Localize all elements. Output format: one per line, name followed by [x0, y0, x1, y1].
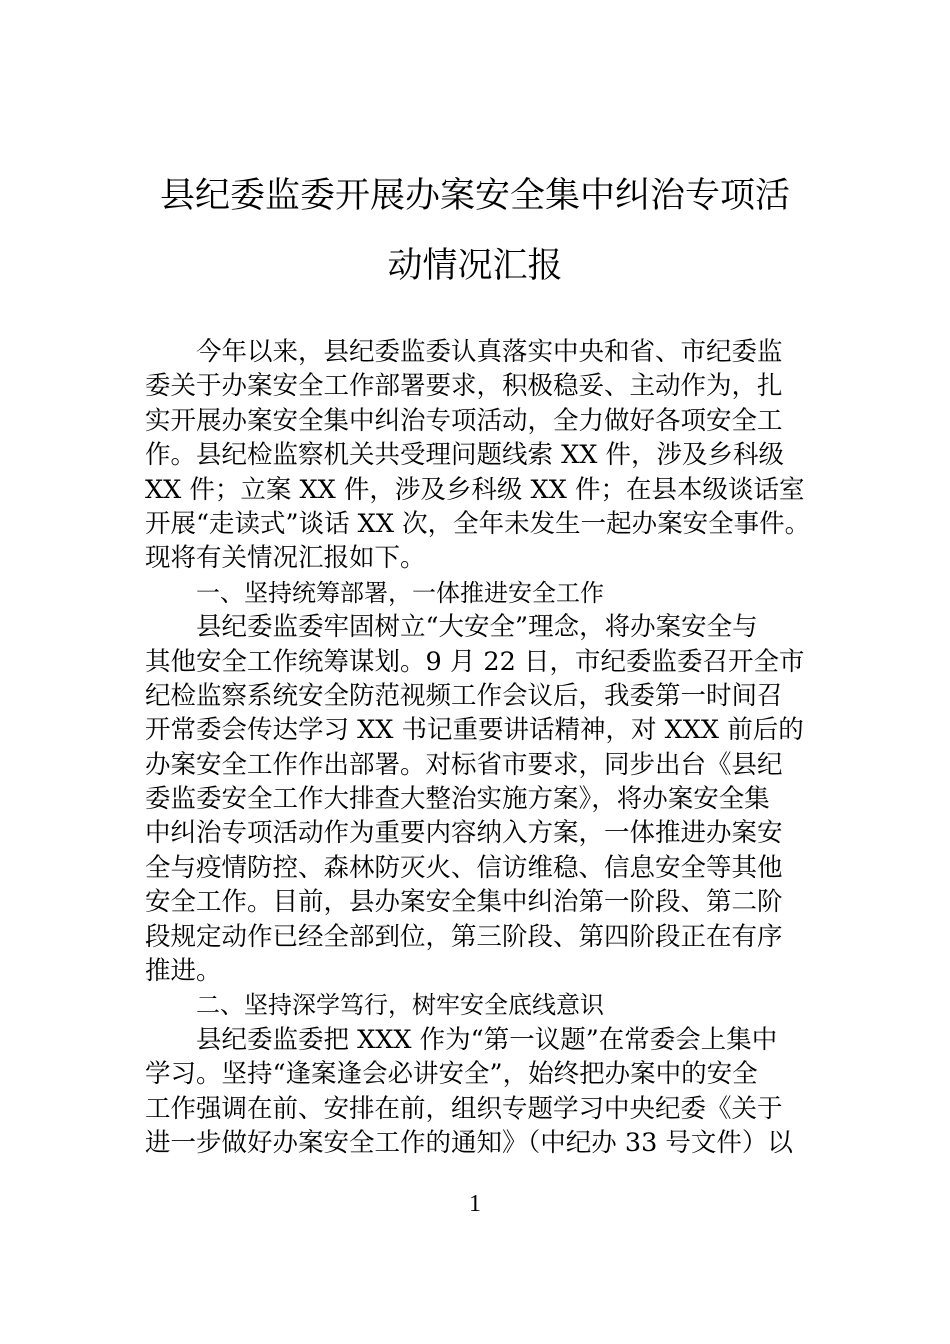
body-line: 全与疫情防控、森林防灭火、信访维稳、信息安全等其他: [145, 852, 783, 883]
body-line: 委监委安全工作大排查大整治实施方案》，将办案安全集: [145, 784, 770, 815]
body-line: 段规定动作已经全部到位，第三阶段、第四阶段正在有序: [145, 921, 783, 952]
body-line: 县纪委监委把 XXX 作为“第一议题”在常委会上集中: [196, 1024, 778, 1055]
document-title-line-1: 县纪委监委开展办案安全集中纠治专项活: [159, 176, 790, 216]
body-line: 今年以来，县纪委监委认真落实中央和省、市纪委监: [196, 337, 783, 367]
body-line: 工作强调在前、安排在前，组织专题学习中央纪委《关于: [145, 1093, 783, 1124]
section-heading-1: 一、坚持统筹部署，一体推进安全工作: [196, 578, 604, 607]
body-line: 学习。坚持“逢案逢会必讲安全”，始终把办案中的安全: [145, 1059, 758, 1090]
body-line: 进一步做好办案安全工作的通知》（中纪办 33 号文件）以: [145, 1127, 793, 1158]
document-body: [145, 335, 815, 1160]
body-line: 开展“走读式”谈话 XX 次，全年未发生一起办案安全事件。: [145, 508, 811, 539]
body-line: 其他安全工作统筹谋划。9 月 22 日，市纪委监委召开全市: [145, 646, 805, 677]
body-line: 县纪委监委牢固树立“大安全”理念，将办案安全与: [196, 612, 758, 643]
body-line: XX 件；立案 XX 件，涉及乡科级 XX 件；在县本级谈话室: [145, 474, 805, 505]
document-title-line-2: 动情况汇报: [387, 246, 563, 286]
body-line: 纪检监察系统安全防范视频工作会议后，我委第一时间召: [145, 680, 783, 711]
body-line: 作。县纪检监察机关共受理问题线索 XX 件，涉及乡科级: [145, 440, 785, 471]
section-heading-2: 二、坚持深学笃行，树牢安全底线意识: [196, 991, 604, 1020]
body-line: 现将有关情况汇报如下。: [145, 543, 426, 574]
page-number: 1: [469, 1191, 481, 1217]
body-line: 开常委会传达学习 XX 书记重要讲话精神，对 XXX 前后的: [145, 715, 804, 746]
body-line: 推进。: [145, 956, 222, 987]
body-line: 办案安全工作作出部署。对标省市要求，同步出台《县纪: [145, 749, 783, 780]
body-line: 实开展办案安全集中纠治专项活动，全力做好各项安全工: [145, 405, 783, 436]
body-line: 安全工作。目前，县办案安全集中纠治第一阶段、第二阶: [145, 887, 783, 918]
body-line: 委关于办案安全工作部署要求，积极稳妥、主动作为，扎: [145, 371, 783, 402]
body-line: 中纠治专项活动作为重要内容纳入方案，一体推进办案安: [145, 818, 783, 849]
